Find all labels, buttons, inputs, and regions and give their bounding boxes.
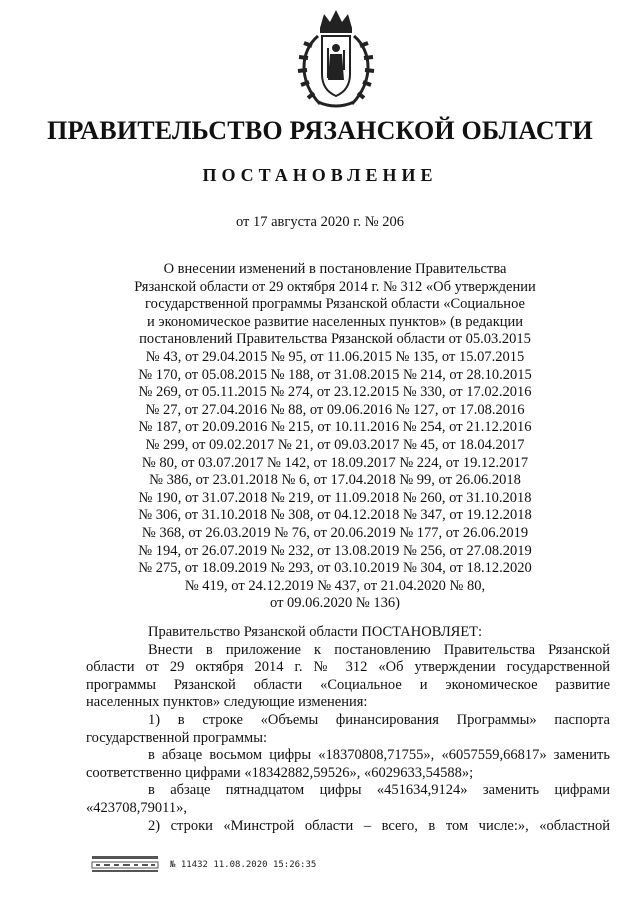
title-line: от 09.06.2020 № 136) [270, 595, 400, 612]
title-line: О внесении изменений в постановление Правительства [163, 261, 507, 277]
title-line: № 386, от 23.01.2018 № 6, от 17.04.2018 № 99, от 26.06.2018 [149, 472, 521, 489]
intro-line: области от 29 октября 2014 г. № 312 «Об утверждении государственной [86, 659, 610, 676]
title-line: № 275, от 18.09.2019 № 293, от 03.10.2019 № 304, от 18.12.2020 [138, 560, 532, 577]
title-line: постановлений Правительства Рязанской области от 05.03.2015 [139, 331, 531, 348]
document-footer [90, 852, 390, 882]
paragraph8-line: в абзаце восьмом цифры «18370808,71755», «6057559,66817» заменить [148, 747, 610, 764]
title-line: № 80, от 03.07.2017 № 142, от 18.09.2017 № 224, от 19.12.2017 [141, 454, 529, 471]
registry-stamp-mark [90, 852, 162, 874]
title-line: Рязанской области от 29 октября 2014 г. № 312 «Об утверждении [134, 278, 536, 295]
document-date-number: от 17 августа 2020 г. № 206 [235, 214, 405, 230]
document-body [86, 624, 610, 835]
intro-line: программы Рязанской области «Социальное и экономическое развитие [86, 676, 610, 693]
item1-line: государственной программы: [86, 729, 267, 746]
title-line: № 187, от 20.09.2016 № 215, от 10.11.2016 № 254, от 21.12.2016 [138, 419, 532, 436]
title-line: и экономическое развитие населенных пунктов» (в редакции [146, 313, 524, 330]
title-line: № 170, от 05.08.2015 № 188, от 31.08.2015 № 214, от 28.10.2015 [138, 366, 532, 383]
document-title [110, 261, 560, 613]
title-line: № 194, от 26.07.2019 № 232, от 13.08.2019 № 256, от 27.08.2019 [138, 542, 532, 559]
item2-line: 2) строки «Минстрой области – всего, в том числе:», «областной [148, 817, 610, 834]
title-line: № 306, от 31.10.2018 № 308, от 04.12.2018 № 347, от 19.12.2018 [138, 507, 532, 524]
intro-line: населенных пунктов» следующие изменения: [86, 694, 368, 711]
coat-of-arms-emblem [290, 6, 382, 114]
paragraph15-line: «423708,79011», [86, 799, 187, 816]
title-line: № 419, от 24.12.2019 № 437, от 21.04.2020 № 80, [184, 577, 486, 594]
title-line: государственной программы Рязанской области «Социальное [145, 296, 525, 313]
government-heading: ПРАВИТЕЛЬСТВО РЯЗАНСКОЙ ОБЛАСТИ [47, 116, 593, 145]
title-line: № 299, от 09.02.2017 № 21, от 09.03.2017 № 45, от 18.04.2017 [145, 436, 525, 453]
item1-line: 1) в строке «Объемы финансирования Программы» паспорта [148, 711, 610, 728]
intro-line: Внести в приложение к постановлению Правительства Рязанской [148, 641, 610, 658]
paragraph15-line: в абзаце пятнадцатом цифры «451634,9124» заменить цифрами [148, 782, 610, 799]
title-line: № 190, от 31.07.2018 № 219, от 11.09.2018 № 260, от 31.10.2018 [138, 489, 532, 506]
paragraph8-line: соответственно цифрами «18342882,59526», «6029633,54588»; [86, 764, 474, 781]
resolves-line: Правительство Рязанской области ПОСТАНОВЛЯЕТ: [148, 624, 483, 640]
document-type-heading: ПОСТАНОВЛЕНИЕ [202, 165, 438, 185]
title-line: № 269, от 05.11.2015 № 274, от 23.12.2015 № 330, от 17.02.2016 [138, 384, 532, 401]
title-line: № 368, от 26.03.2019 № 76, от 20.06.2019 № 177, от 26.06.2019 [141, 524, 529, 541]
registration-number: № 11432 11.08.2020 15:26:35 [170, 860, 317, 870]
title-line: № 43, от 29.04.2015 № 95, от 11.06.2015 № 135, от 15.07.2015 [145, 348, 525, 365]
title-line: № 27, от 27.04.2016 № 88, от 09.06.2016 № 127, от 17.08.2016 [145, 401, 525, 418]
